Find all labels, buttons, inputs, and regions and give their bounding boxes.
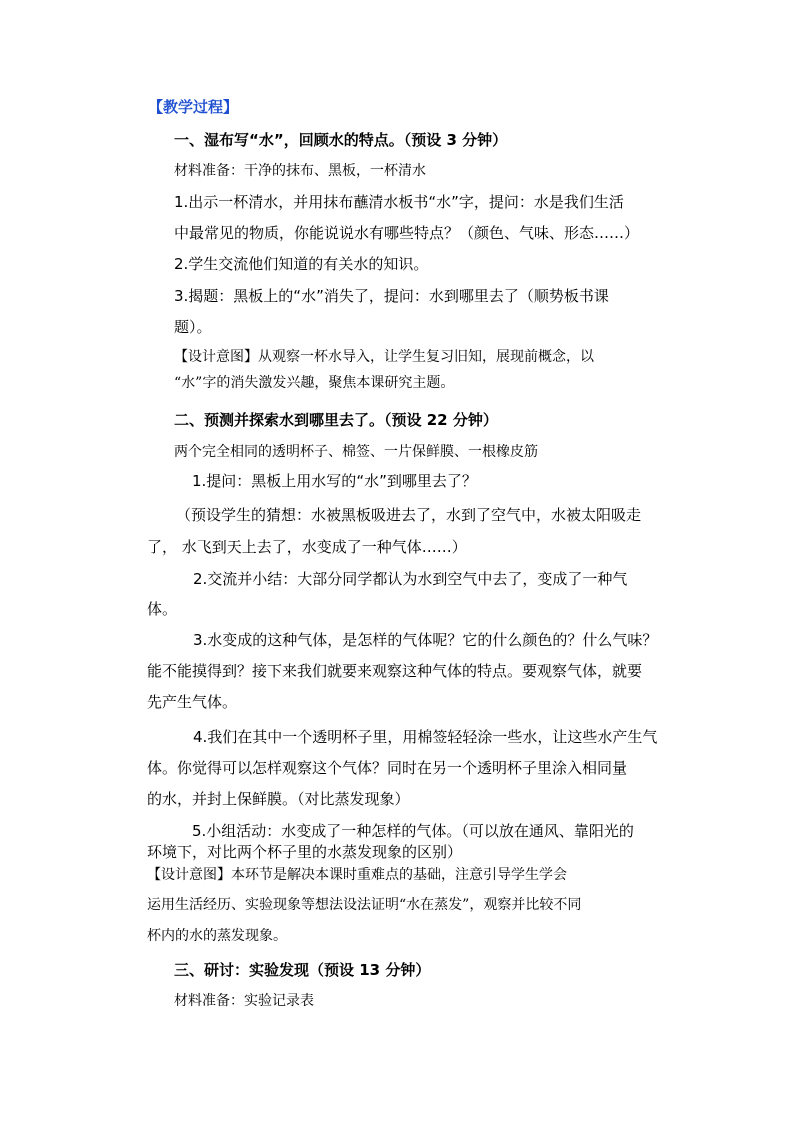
part2-design-intent-line1: 【设计意图】本环节是解决本课时重难点的基础，注意引导学生学会 xyxy=(147,867,567,883)
part2-step1: 1.提问：黑板上用水写的“水”到哪里去了？ xyxy=(192,472,477,490)
part2-design-intent-line2: 运用生活经历、实验现象等想法设法证明“水在蒸发”，观察并比较不同 xyxy=(147,897,582,913)
part2-guess-line2: 了， 水飞到天上去了，水变成了一种气体……） xyxy=(147,538,467,556)
part2-step2-line1: 2.交流并小结：大部分同学都认为水到空气中去了，变成了一种气 xyxy=(193,570,628,588)
part1-design-intent-line1: 【设计意图】从观察一杯水导入，让学生复习旧知，展现前概念，以 xyxy=(174,349,594,365)
part2-guess-line1: （预设学生的猜想：水被黑板吸进去了，水到了空气中，水被太阳吸走 xyxy=(176,506,642,524)
part3-materials: 材料准备：实验记录表 xyxy=(174,993,314,1009)
part2-heading: 二、预测并探索水到哪里去了。（预设 22 分钟） xyxy=(174,411,498,429)
part2-step4-line1: 4.我们在其中一个透明杯子里，用棉签轻轻涂一些水，让这些水产生气 xyxy=(193,728,658,746)
part1-step1-line2: 中最常见的物质，你能说说水有哪些特点？（颜色、气味、形态……） xyxy=(174,224,640,242)
part2-step3-line3: 先产生气体。 xyxy=(147,693,238,711)
part1-step1-line1: 1.出示一杯清水，并用抹布蘸清水板书“水”字，提问：水是我们生活 xyxy=(174,193,624,211)
part2-step3-line2: 能不能摸得到？接下来我们就要来观察这种气体的特点。要观察气体，就要 xyxy=(147,662,643,680)
part1-step2: 2.学生交流他们知道的有关水的知识。 xyxy=(174,255,429,273)
part2-step5-line1: 5.小组活动：水变成了一种怎样的气体。（可以放在通风、靠阳光的 xyxy=(192,822,634,840)
part2-step5-line2: 环境下，对比两个杯子里的水蒸发现象的区别） xyxy=(147,843,463,861)
part1-heading: 一、湿布写“水”，回顾水的特点。（预设 3 分钟） xyxy=(174,131,508,149)
part2-materials: 两个完全相同的透明杯子、棉签、一片保鲜膜、一根橡皮筋 xyxy=(174,444,538,460)
part2-step4-line2: 体。你觉得可以怎样观察这个气体？同时在另一个透明杯子里涂入相同量 xyxy=(147,759,628,777)
part1-design-intent-line2: “水”字的消失激发兴趣，聚焦本课研究主题。 xyxy=(174,375,455,391)
part2-design-intent-line3: 杯内的水的蒸发现象。 xyxy=(147,928,287,944)
part1-step3-line1: 3.揭题：黑板上的“水”消失了，提问：水到哪里去了（顺势板书课 xyxy=(174,287,609,305)
part2-step4-line3: 的水，并封上保鲜膜。（对比蒸发现象） xyxy=(147,790,410,808)
section-heading: 【教学过程】 xyxy=(148,98,239,116)
part1-materials: 材料准备：干净的抹布、黑板，一杯清水 xyxy=(174,163,426,179)
part1-step3-line2: 题）。 xyxy=(174,318,212,336)
part2-step2-line2: 体。 xyxy=(147,600,178,618)
part3-heading: 三、研讨：实验发现（预设 13 分钟） xyxy=(174,961,431,979)
part2-step3-line1: 3.水变成的这种气体，是怎样的气体呢？它的什么颜色的？什么气味？ xyxy=(193,631,658,649)
